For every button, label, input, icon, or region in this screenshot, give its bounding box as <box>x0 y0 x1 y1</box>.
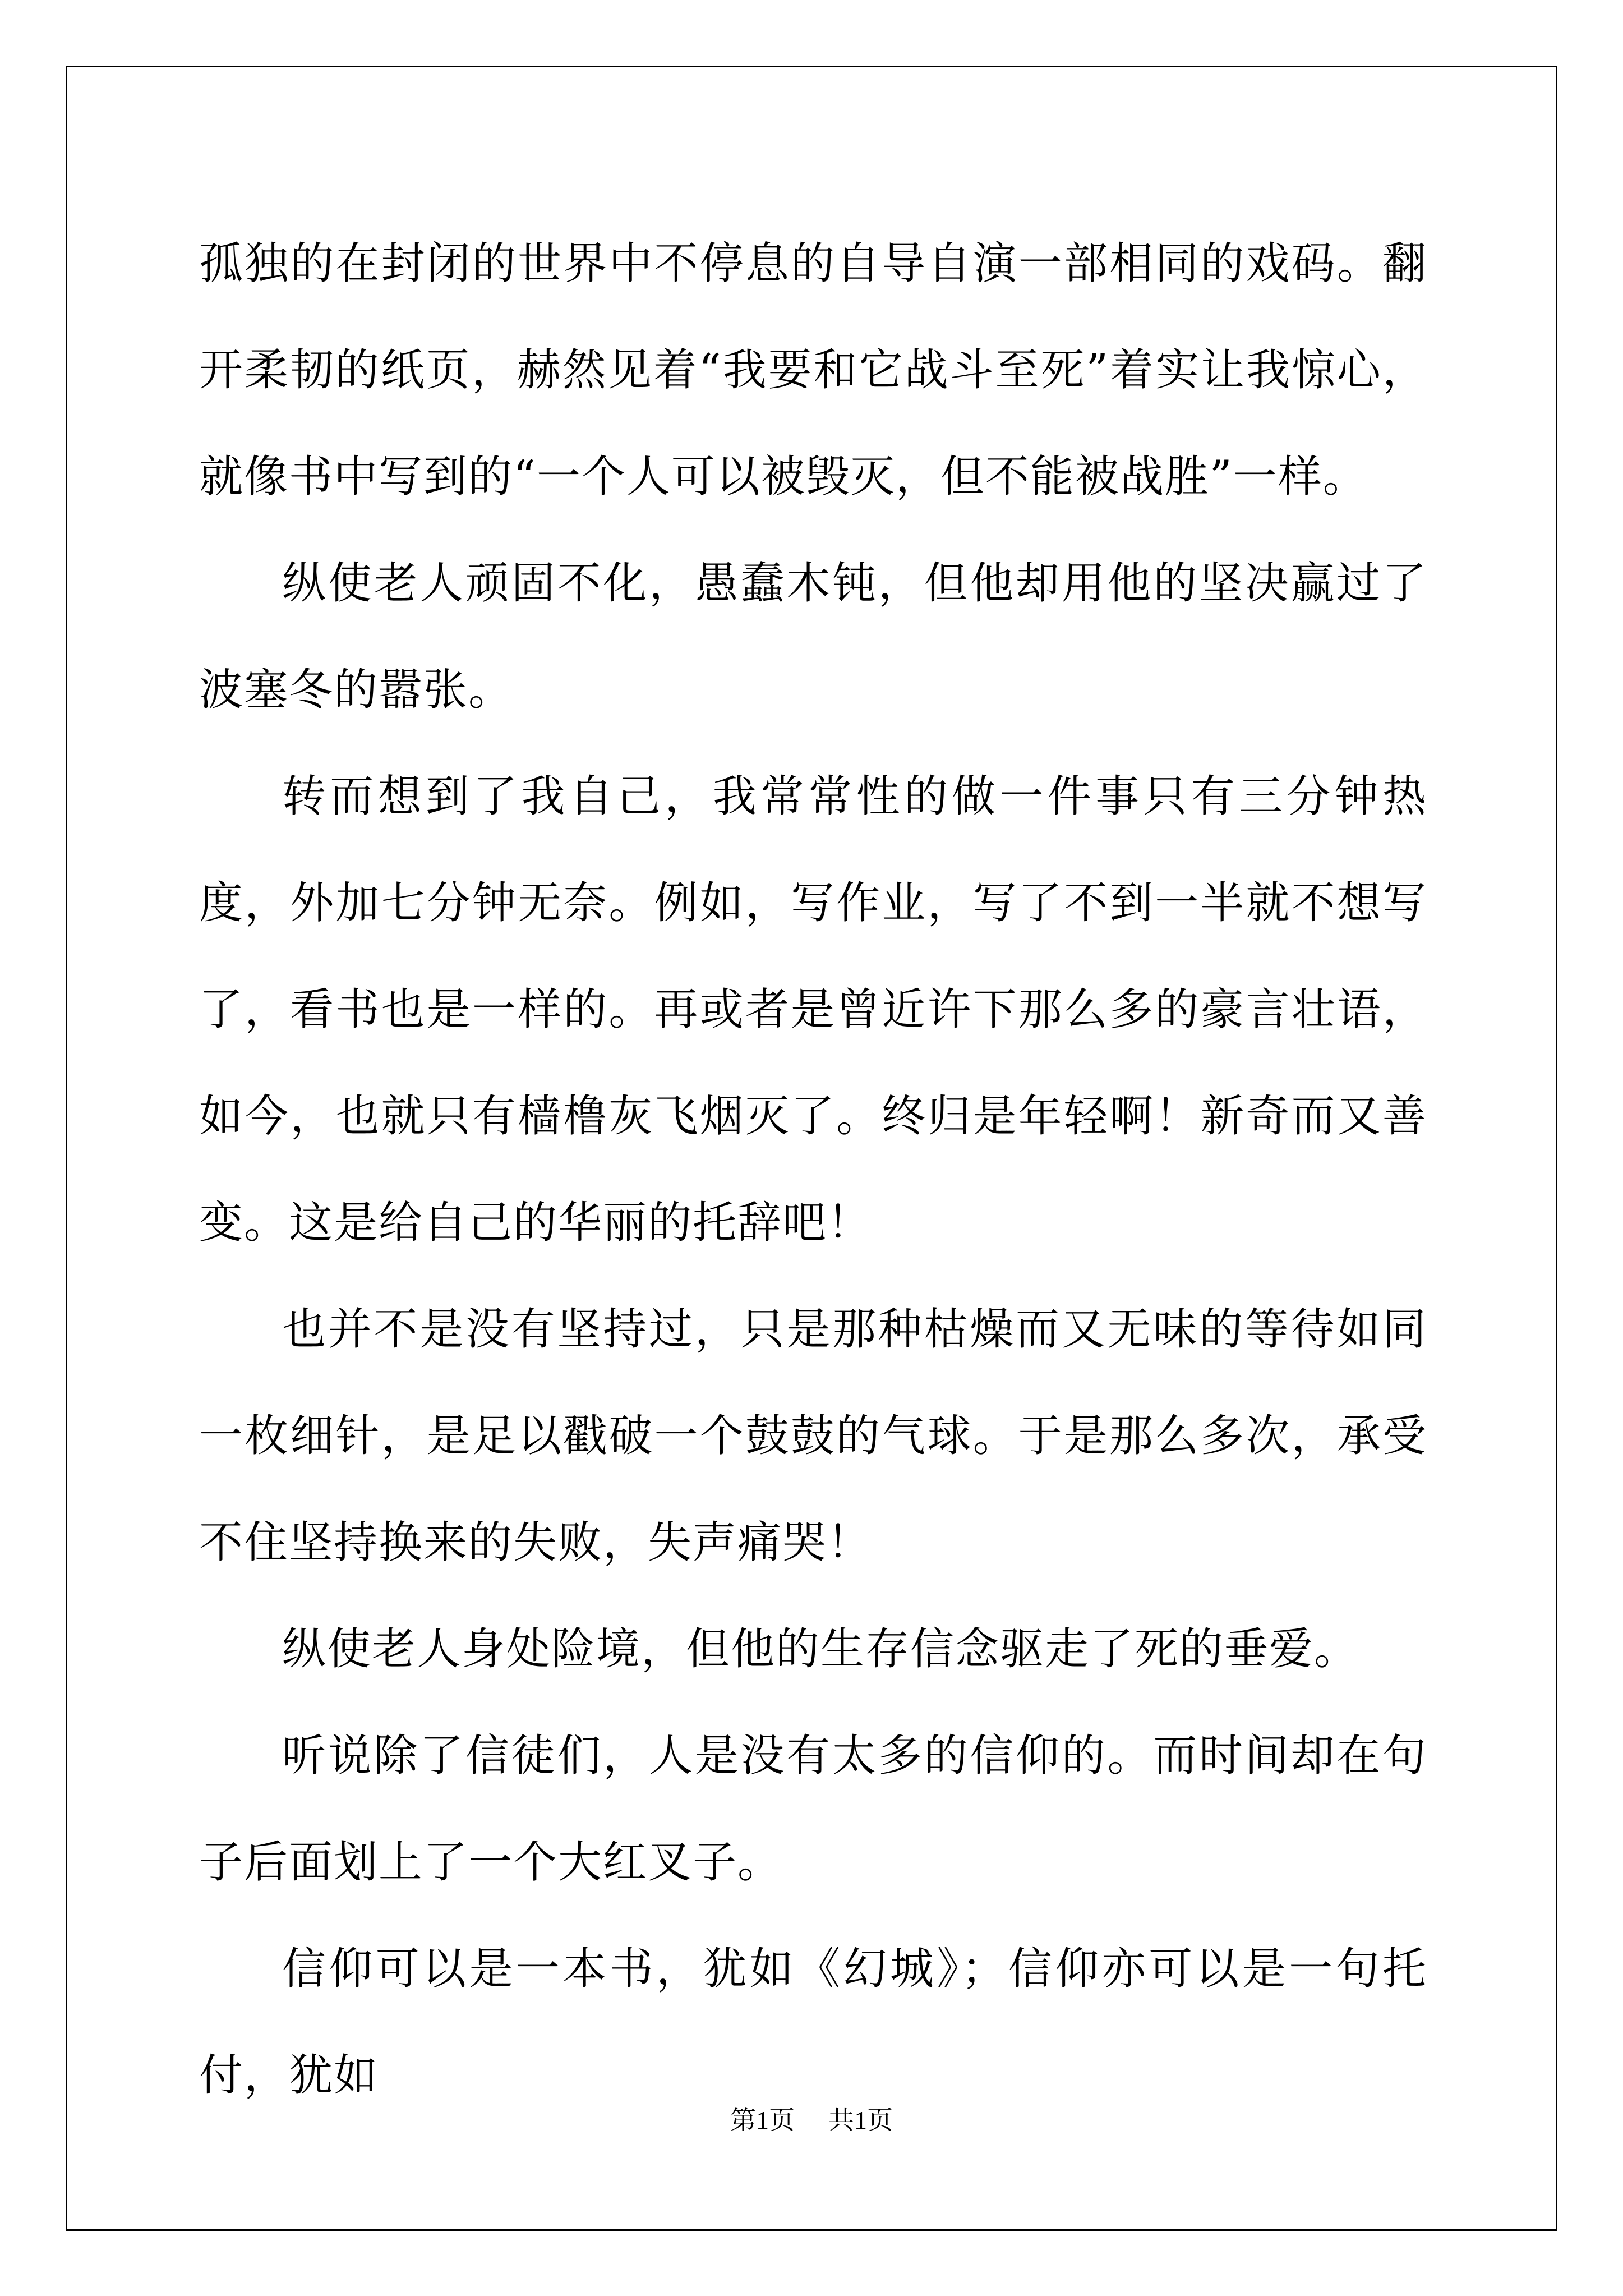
page-total: 共1页 <box>828 2106 893 2134</box>
paragraph-6: 听说除了信徒们，人是没有太多的信仰的。而时间却在句子后面划上了一个大红叉子。 <box>199 1731 1427 1888</box>
paragraph-2: 纵使老人顽固不化，愚蠢木钝，但他却用他的坚决赢过了波塞冬的嚣张。 <box>199 558 1427 715</box>
document-body <box>199 210 1427 2129</box>
paragraph-3: 转而想到了我自己，我常常性的做一件事只有三分钟热度，外加七分钟无奈。例如，写作业，写了不到一半就不想写了，看书也是一样的。再或者是曾近许下那么多的豪言壮语，如今，也就只有樯橹灰飞烟灭了。终归是年轻啊！新奇而又善变。这是给自己的华丽的托辞吧！ <box>199 771 1427 1248</box>
paragraph-4: 也并不是没有坚持过，只是那种枯燥而又无味的等待如同一枚细针，是足以戳破一个鼓鼓的气球。于是那么多次，承受不住坚持换来的失败，失声痛哭！ <box>199 1304 1427 1568</box>
page-footer <box>0 2104 1623 2137</box>
paragraph-7: 信仰可以是一本书，犹如《幻城》；信仰亦可以是一句托付，犹如 <box>199 1944 1427 2101</box>
page-number: 第1页 <box>730 2106 795 2134</box>
paragraph-5: 纵使老人身处险境，但他的生存信念驱走了死的垂爱。 <box>282 1624 1359 1674</box>
paragraph-1: 孤独的在封闭的世界中不停息的自导自演一部相同的戏码。翻开柔韧的纸页，赫然见着“我要和它战斗至死”着实让我惊心，就像书中写到的“一个人可以被毁灭，但不能被战胜”一样。 <box>199 238 1427 502</box>
